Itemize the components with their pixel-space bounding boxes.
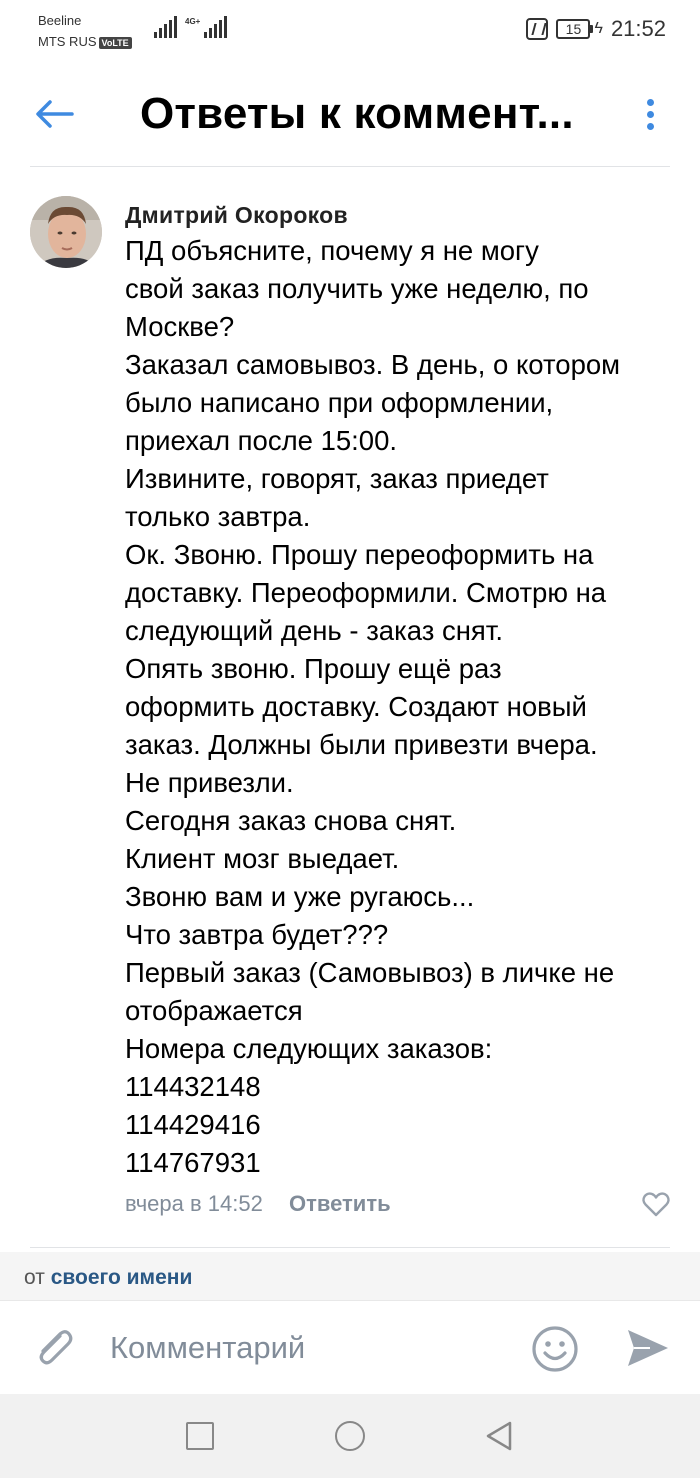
comment-line: оформить доставку. Создают новый [125,691,587,722]
status-time: 21:52 [610,16,666,41]
page-title: Ответы к коммент... [140,89,574,138]
volte-badge: VoLTE [99,37,132,49]
post-as-bar [0,1252,700,1300]
comment-line: свой заказ получить уже неделю, по [125,273,589,304]
comment-line: ПД объясните, почему я не могу [125,235,539,266]
comment-line: приехал после 15:00. [125,425,398,456]
comment-line: Звоню вам и уже ругаюсь... [125,881,475,912]
comment-line: доставку. Переоформили. Смотрю на [125,577,607,608]
back-button[interactable] [30,90,78,138]
comment-body [125,196,670,1230]
attach-button[interactable] [30,1323,80,1373]
nfc-icon [526,18,548,40]
carrier-2: MTS RUS [38,34,97,49]
avatar[interactable] [30,196,102,268]
battery-level: 15 [556,19,590,39]
post-as-prefix: от [24,1266,45,1289]
comment-line: Извините, говорят, заказ приедет [125,463,549,494]
paperclip-icon [30,1323,80,1373]
send-button[interactable] [624,1324,672,1372]
comment-line: отображается [125,995,303,1026]
comment-line: Москве? [125,311,235,342]
content-divider [30,1247,670,1248]
comment-line: было написано при оформлении, [125,387,554,418]
comment-line: Что завтра будет??? [125,919,389,950]
comment-line: Сегодня заказ снова снят. [125,805,457,836]
signal-indicators [154,16,227,38]
recents-button[interactable] [186,1422,214,1450]
signal-icon-2 [204,16,227,38]
triangle-back-icon [484,1420,514,1452]
comment-line: 114767931 [125,1147,261,1178]
arrow-left-icon [34,99,74,129]
home-button[interactable] [335,1421,365,1451]
more-menu-button[interactable] [630,92,670,136]
comment-line: 114432148 [125,1071,261,1102]
dot-icon [647,123,654,130]
post-as-link[interactable]: своего имени [50,1266,193,1289]
dot-icon [647,111,654,118]
comment-time: вчера в 14:52 [125,1191,263,1216]
comment-composer [0,1300,700,1394]
comment-input[interactable] [110,1325,510,1371]
comment-line: Заказал самовывоз. В день, о котором [125,349,621,380]
dot-icon [647,99,654,106]
app-header [0,62,700,166]
comment-line: только завтра. [125,501,311,532]
comment-line: следующий день - заказ снят. [125,615,503,646]
comment-line: Ок. Звоню. Прошу переоформить на [125,539,594,570]
comment-line: Номера следующих заказов: [125,1033,493,1064]
like-button[interactable] [640,1188,672,1220]
smiley-icon [530,1324,580,1374]
system-nav-bar [0,1394,700,1478]
comment-line: заказ. Должны были привезти вчера. [125,729,598,760]
comment-line: Клиент мозг выедает. [125,843,400,874]
send-icon [624,1324,672,1372]
carrier-info [38,10,132,52]
emoji-button[interactable] [530,1324,580,1374]
comment-line: Опять звоню. Прошу ещё раз [125,653,502,684]
battery-icon [556,19,602,39]
carrier-1: Beeline [38,13,82,28]
system-back-button[interactable] [484,1420,514,1452]
user-photo-icon [30,196,102,268]
comment-meta [125,1190,670,1230]
comment-line: Первый заказ (Самовывоз) в личке не [125,957,615,988]
reply-button[interactable]: Ответить [288,1191,391,1216]
header-divider [30,166,670,167]
signal-icon [154,16,177,38]
network-type: 4G+ [185,17,201,26]
charging-icon: ϟ [594,20,603,37]
status-bar [0,0,700,62]
comment-text [125,232,670,1182]
comment-author[interactable]: Дмитрий Окороков [125,202,348,228]
comment-line: Не привезли. [125,767,294,798]
comment-line: 114429416 [125,1109,261,1140]
heart-icon [640,1188,672,1220]
